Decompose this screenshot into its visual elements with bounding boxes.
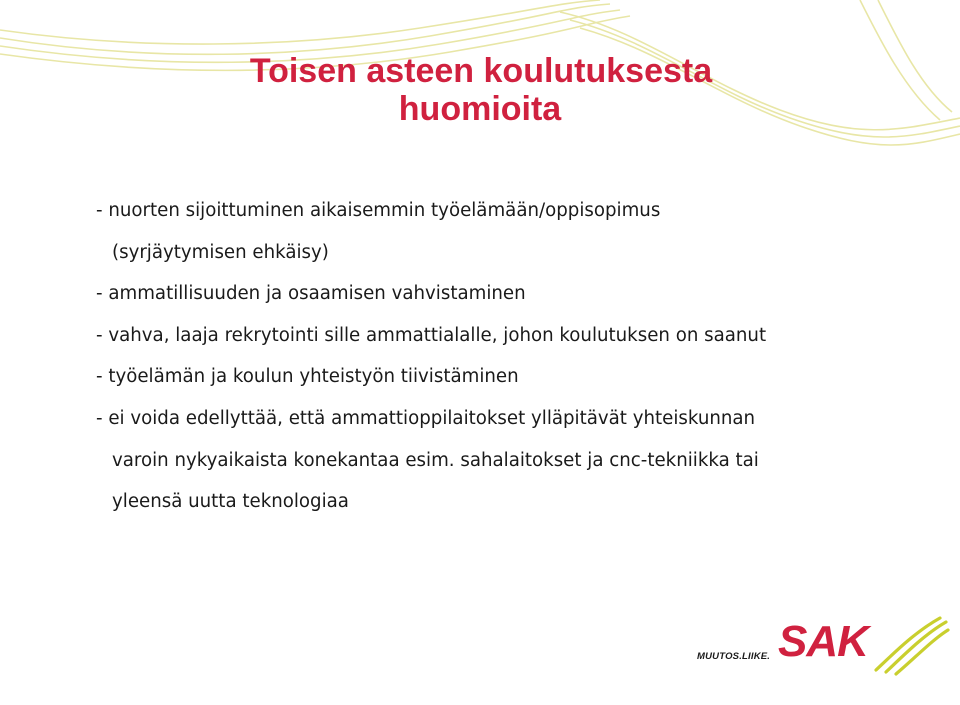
slide-title-line-2: huomioita <box>398 90 562 128</box>
sak-logo-wordmark: SAK <box>778 617 868 666</box>
bullet-continuation-line: (syrjäytymisen ehkäisy) <box>112 241 329 263</box>
bullet-list <box>96 190 936 523</box>
bullet-line: - nuorten sijoittuminen aikaisemmin työelämään/oppisopimus <box>96 200 661 221</box>
bullet-continuation-line: varoin nykyaikaista konekantaa esim. sahalaitokset ja cnc-tekniikka tai <box>112 449 759 471</box>
logo-tagline: MUUTOS.LIIKE. <box>697 651 771 662</box>
bullet-line: - työelämän ja koulun yhteistyön tiivistäminen <box>96 366 519 388</box>
slide-title-line-1: Toisen asteen koulutuksesta <box>249 52 713 90</box>
bullet-line: - vahva, laaja rekrytointi sille ammattialalle, johon koulutuksen on saanut <box>96 324 767 346</box>
bullet-line: - ei voida edellyttää, että ammattioppilaitokset ylläpitävät yhteiskunnan <box>96 407 756 429</box>
bullet-line: - ammatillisuuden ja osaamisen vahvistaminen <box>96 283 526 305</box>
bullet-continuation-line: yleensä uutta teknologiaa <box>112 491 349 513</box>
